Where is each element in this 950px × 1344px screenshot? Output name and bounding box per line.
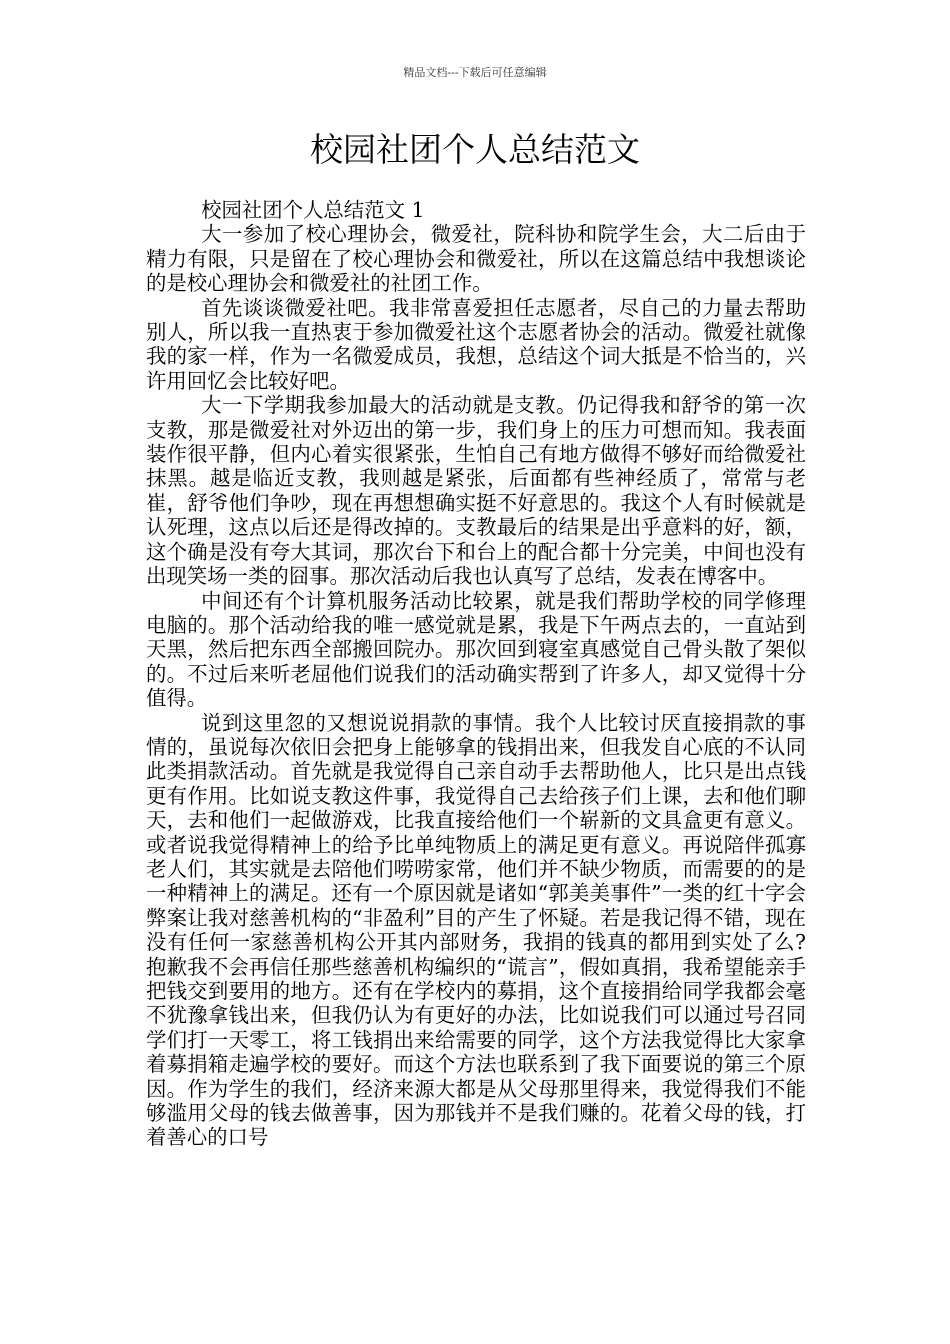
document-body: [146, 198, 806, 1150]
paragraph-2: 首先谈谈微爱社吧。我非常喜爱担任志愿者，尽自己的力量去帮助别人，所以我一直热衷于参加微爱社这个志愿者协会的活动。微爱社就像我的家一样，作为一名微爱成员，我想，总结这个词大抵是不恰当的，兴许用回忆会比较好吧。: [146, 295, 806, 393]
document-subtitle: 校园社团个人总结范文 1: [201, 198, 425, 222]
paragraph-5: 说到这里忽的又想说说捐款的事情。我个人比较讨厌直接捐款的事情的，虽说每次依旧会把身上能够拿的钱捐出来，但我发自心底的不认同此类捐款活动。首先就是我觉得自己亲自动手去帮助他人，比只是出点钱更有作用。比如说支教这件事，我觉得自己去给孩子们上课，去和他们聊天，去和他们一起做游戏，比我直接给他们一个崭新的文具盒更有意义。或者说我觉得精神上的给予比单纯物质上的满足更有意义。再说陪伴孤寡老人们，其实就是去陪他们唠唠家常，他们并不缺少物质，而需要的的是一种精神上的满足。还有一个原因就是诸如“郭美美事件”一类的红十字会弊案让我对慈善机构的“非盈利”目的产生了怀疑。若是我记得不错，现在没有任何一家慈善机构公开其内部财务，我捐的钱真的都用到实处了么?抱歉我不会再信任那些慈善机构编织的“谎言”，假如真捐，我希望能亲手把钱交到要用的地方。还有在学校内的募捐，这个直接捐给同学我都会毫不犹豫拿钱出来，但我仍认为有更好的办法，比如说我们可以通过号召同学们打一天零工，将工钱捐出来给需要的同学，这个方法我觉得比大家拿着募捐箱走遍学校的要好。而这个方法也联系到了我下面要说的第三个原因。作为学生的我们，经济来源大都是从父母那里得来，我觉得我们不能够滥用父母的钱去做善事，因为那钱并不是我们赚的。花着父母的钱，打着善心的口号: [146, 710, 806, 1150]
paragraph-3: 大一下学期我参加最大的活动就是支教。仍记得我和舒爷的第一次支教，那是微爱社对外迈出的第一步，我们身上的压力可想而知。我表面装作很平静，但内心着实很紧张，生怕自己有地方做得不够好而给微爱社抹黑。越是临近支教，我则越是紧张，后面都有些神经质了，常常与老崔，舒爷他们争吵，现在再想想确实挺不好意思的。我这个人有时候就是认死理，这点以后还是得改掉的。支教最后的结果是出乎意料的好，额，这个确是没有夸大其词，那次台下和台上的配合都十分完美，中间也没有出现笑场一类的囧事。那次活动后我也认真写了总结，发表在博客中。: [146, 393, 806, 589]
document-title: 校园社团个人总结范文: [310, 130, 640, 169]
paragraph-1: 大一参加了校心理协会，微爱社，院科协和院学生会，大二后由于精力有限，只是留在了校心理协会和微爱社，所以在这篇总结中我想谈论的是校心理协会和微爱社的社团工作。: [146, 222, 806, 296]
paragraph-4: 中间还有个计算机服务活动比较累，就是我们帮助学校的同学修理电脑的。那个活动给我的唯一感觉就是累，我是下午两点去的，一直站到天黑，然后把东西全部搬回院办。那次回到寝室真感觉自己骨头散了架似的。不过后来听老屈他们说我们的活动确实帮到了许多人，却又觉得十分值得。: [146, 588, 806, 711]
page-header-note: 精品文档---下载后可任意编辑: [403, 66, 547, 79]
